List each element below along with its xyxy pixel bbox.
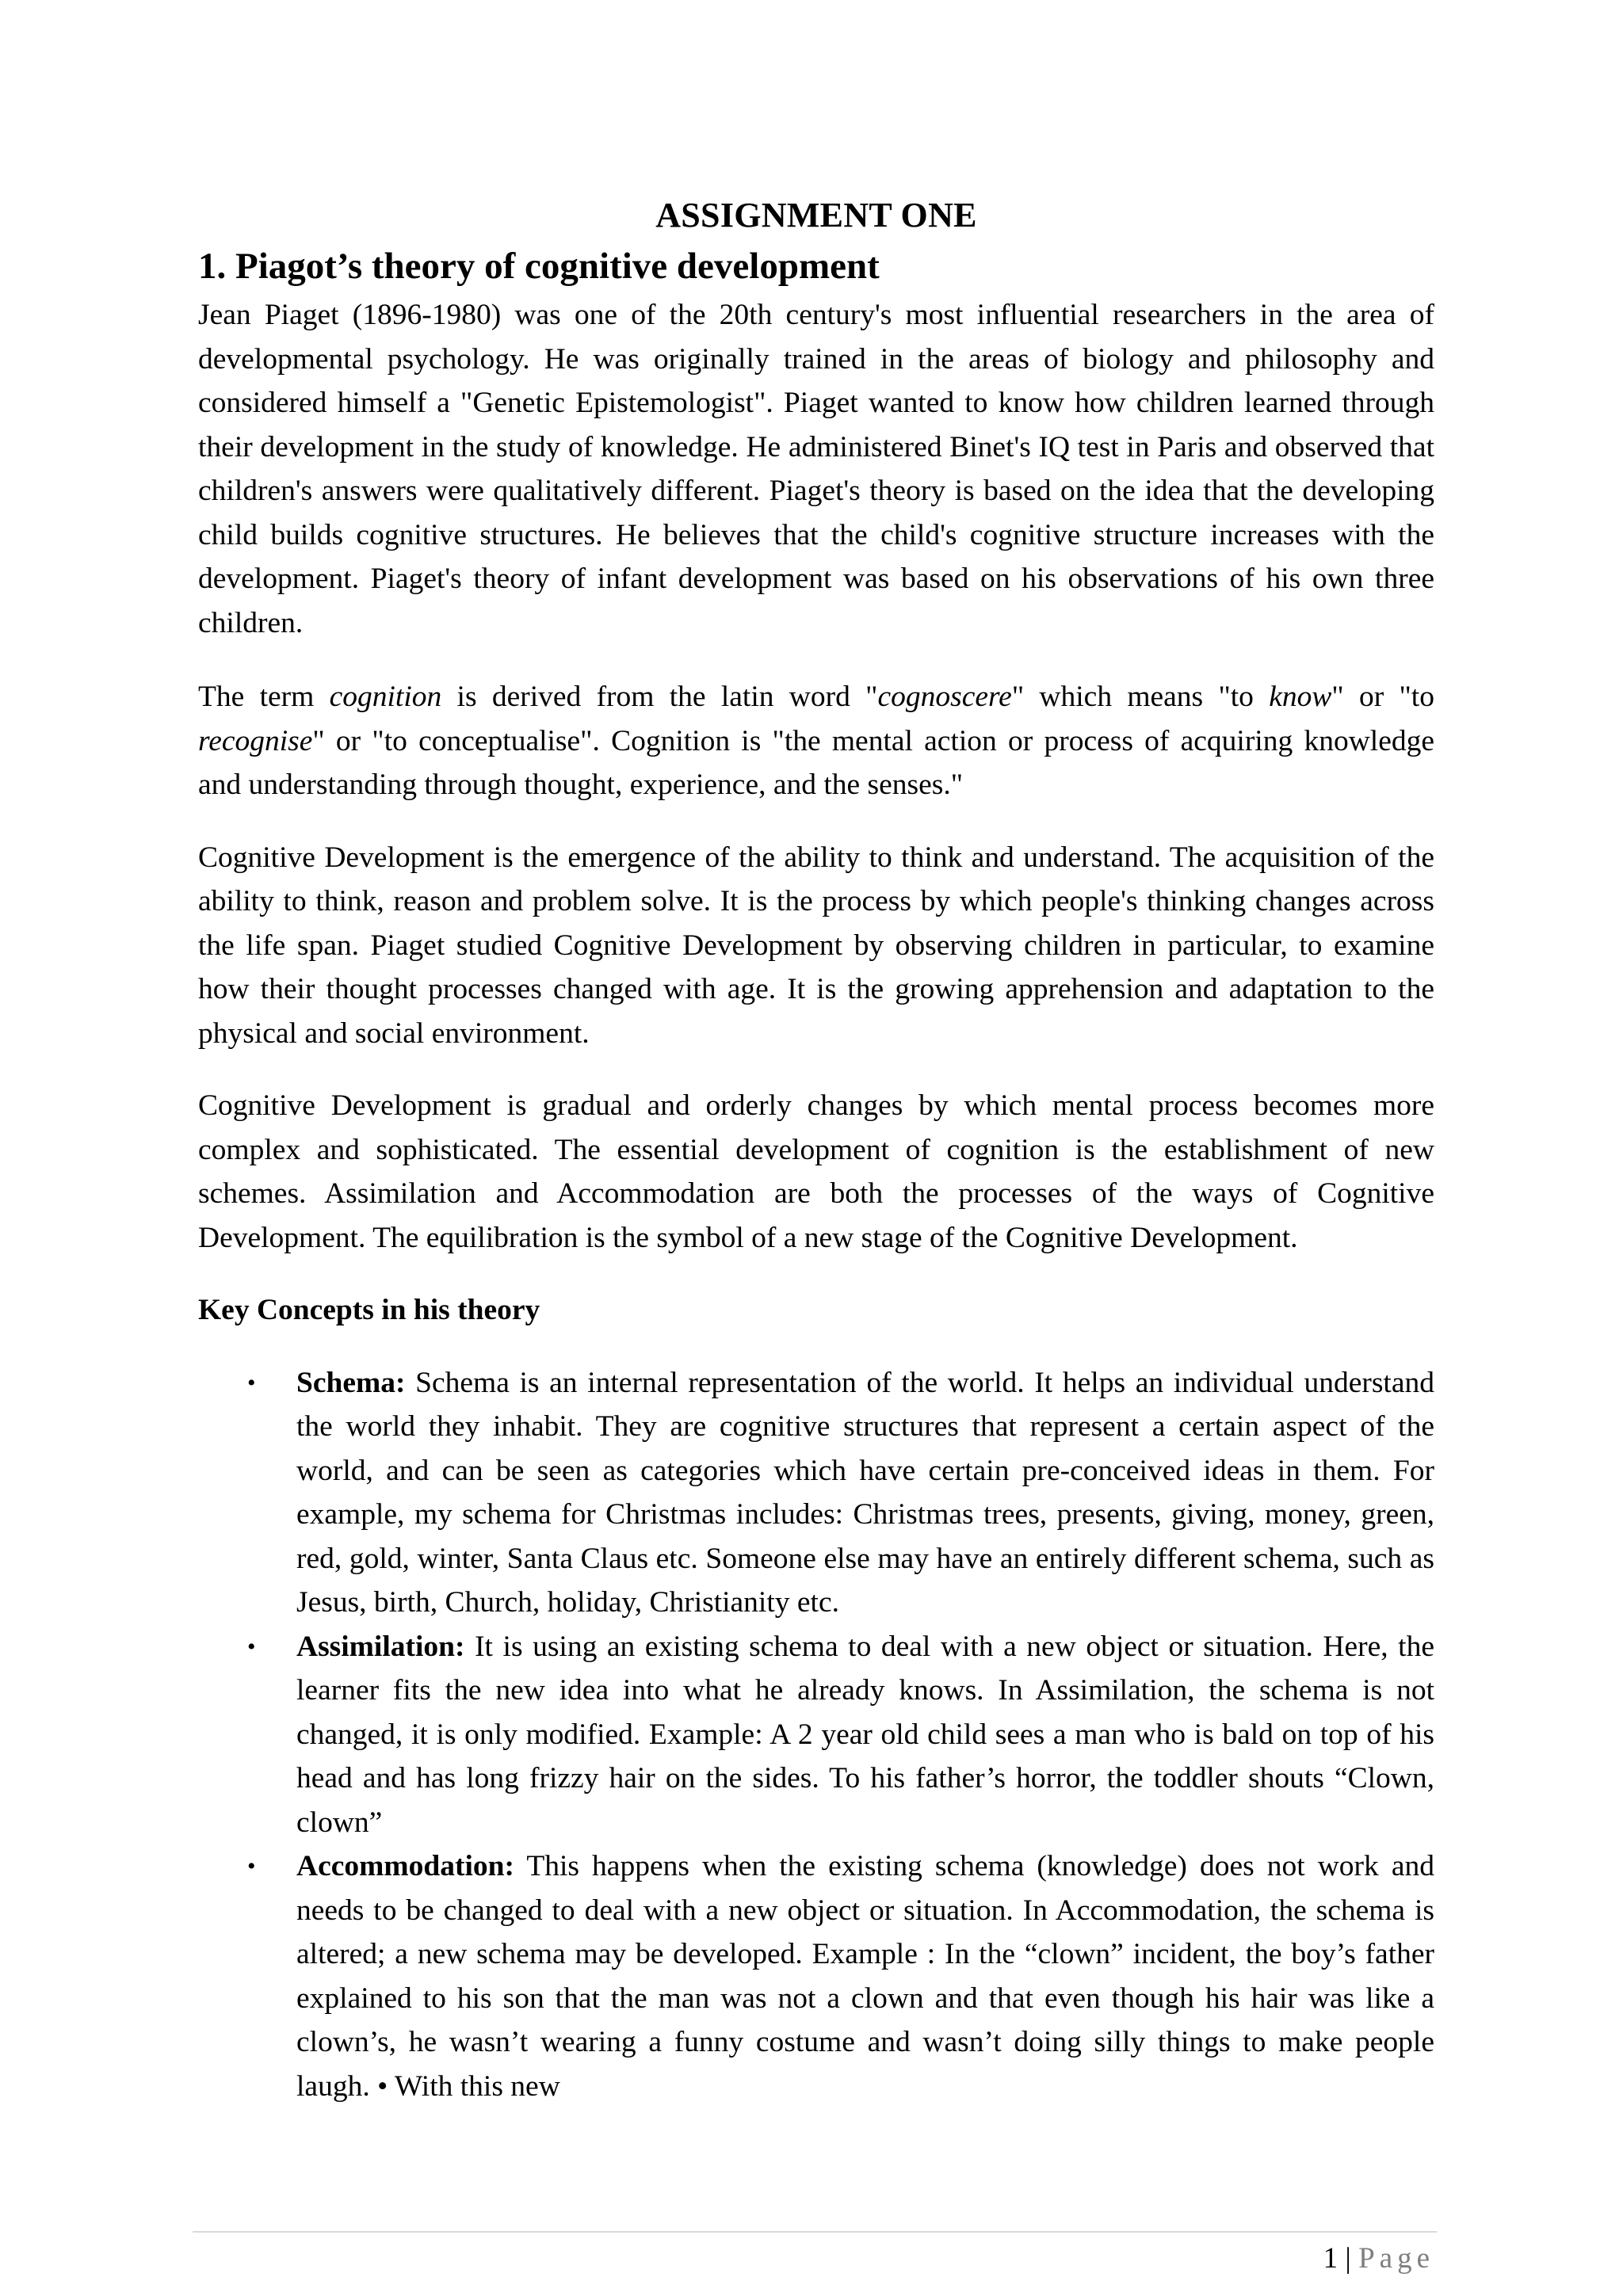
footer-separator: |	[1338, 2242, 1359, 2275]
concept-term: Assimilation:	[296, 1630, 465, 1663]
italic-term: cognition	[329, 681, 442, 713]
text-segment: The term	[198, 681, 330, 713]
text-segment: is derived from the latin word "	[441, 681, 878, 713]
page-label: Page	[1358, 2242, 1434, 2275]
paragraph-cognitive-development: Cognitive Development is the emergence of the ability to think and understand. The acquisition of the ability to think, reason and problem solve. It is the process by which people's thinking changes across the life span. Piaget studied Cognitive Development by observing children in particular, to examine how their thought processes changed with age. It is the growing apprehension and adaptation to the physical and social environment.	[198, 841, 1434, 1050]
italic-term: recognise	[198, 724, 313, 757]
list-item-accommodation	[198, 1844, 1434, 2108]
assignment-title: ASSIGNMENT ONE	[655, 196, 977, 235]
paragraph-intro: Jean Piaget (1896-1980) was one of the 20th century's most influential researchers in the area of developmental psychology. He was originally trained in the areas of biology and philosophy and considered himself a "Genetic Epistemologist". Piaget wanted to know how children learned through their development in the study of knowledge. He administered Binet's IQ test in Paris and observed that children's answers were qualitatively different. Piaget's theory is based on the idea that the developing child builds cognitive structures. He believes that the child's cognitive structure increases with the development. Piaget's theory of infant development was based on his observations of his own three children.	[198, 299, 1434, 639]
page-content	[198, 190, 1434, 2108]
section-heading: 1. Piagot’s theory of cognitive development	[198, 246, 880, 287]
key-concepts-heading: Key Concepts in his theory	[198, 1294, 540, 1326]
concept-term: Accommodation:	[296, 1850, 514, 1882]
concept-text: It is using an existing schema to deal with a new object or situation. Here, the learner fits the new idea into what he already knows. In Assimilation, the schema is not changed, it is only modified. Example: A 2 year old child sees a man who is bald on top of his head and has long frizzy hair on the sides. To his father’s horror, the toddler shouts “Clown, clown”	[296, 1630, 1434, 1839]
list-item-schema	[198, 1361, 1434, 1625]
list-item-assimilation	[198, 1625, 1434, 1845]
bullet-icon: •	[247, 1633, 256, 1660]
concept-term: Schema:	[296, 1366, 406, 1399]
concept-text: This happens when the existing schema (knowledge) does not work and needs to be changed to deal with a new object or situation. In Accommodation, the schema is altered; a new schema may be developed. Example : In the “clown” incident, the boy’s father explained to his son that the man was not a clown and that even though his hair was like a clown’s, he wasn’t wearing a funny costume and wasn’t doing silly things to make people laugh. • With this new	[296, 1850, 1434, 2103]
footer-divider	[193, 2231, 1437, 2233]
italic-term: cognoscere	[877, 681, 1012, 713]
page-footer	[1323, 2239, 1434, 2279]
bullet-icon: •	[247, 1369, 256, 1396]
concept-text: Schema is an internal representation of the world. It helps an individual understand the world they inhabit. They are cognitive structures that represent a certain aspect of the world, and can be seen as categories which have certain pre-conceived ideas in them. For example, my schema for Christmas includes: Christmas trees, presents, giving, money, green, red, gold, winter, Santa Claus etc. Someone else may have an entirely different schema, such as Jesus, birth, Church, holiday, Christianity etc.	[296, 1366, 1434, 1619]
text-segment: " or "to	[1331, 681, 1434, 713]
concepts-list	[198, 1361, 1434, 2109]
italic-term: know	[1269, 681, 1332, 713]
bullet-icon: •	[247, 1853, 256, 1879]
paragraph-cognition-term	[198, 675, 1434, 807]
text-segment: " or "to conceptualise". Cognition is "the mental action or process of acquiring knowledge and understanding through thought, experience, and the senses."	[198, 724, 1434, 801]
page-number: 1	[1323, 2242, 1338, 2275]
paragraph-gradual-changes: Cognitive Development is gradual and orderly changes by which mental process becomes more complex and sophisticated. The essential development of cognition is the establishment of new schemes. Assimilation and Accommodation are both the processes of the ways of Cognitive Development. The equilibration is the symbol of a new stage of the Cognitive Development.	[198, 1089, 1434, 1254]
text-segment: " which means "to	[1011, 681, 1270, 713]
